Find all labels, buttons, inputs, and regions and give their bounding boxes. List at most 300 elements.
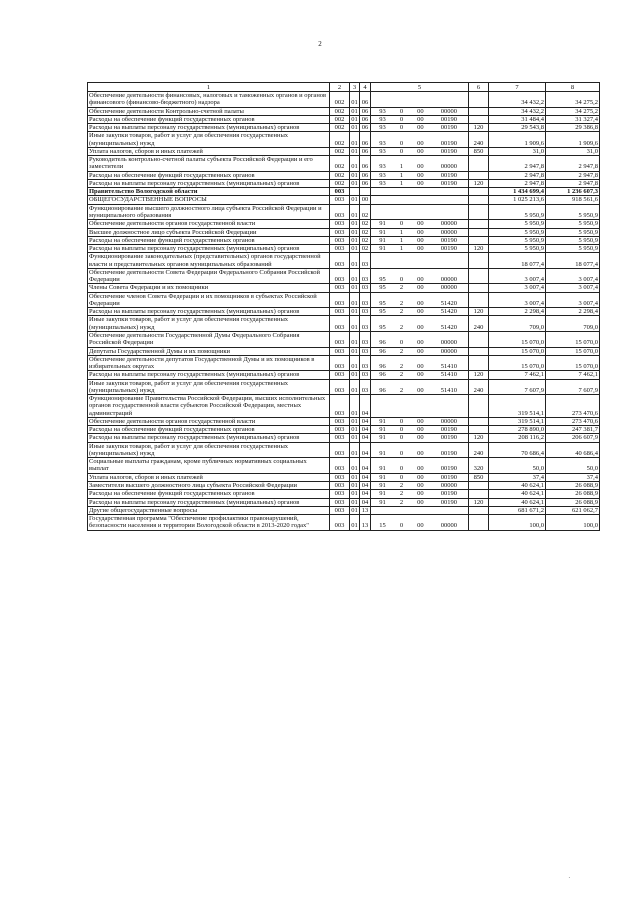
amount-col8: 15 070,0 [546,331,600,347]
target-article-part: 00190 [440,449,458,457]
ministry-code: 003 [330,220,350,228]
target-article-part: 00 [417,371,424,379]
subsection-code: 13 [360,515,371,531]
section-code: 01 [350,132,360,148]
header-cell: 8 [546,83,600,92]
table-row [88,268,600,284]
section-code: 01 [350,331,360,347]
amount-col7: 681 671,2 [489,506,546,514]
target-article-part: 2 [399,308,404,316]
row-name: Обеспечение деятельности органов государственной власти [88,417,330,425]
target-article-parts [372,140,467,147]
target-article-part: 00 [417,124,424,132]
row-name: Иные закупки товаров, работ и услуг для обеспечения государственных (муниципальных) нужд [88,442,330,458]
subsection-code: 03 [360,268,371,284]
target-article-part: 1 [399,236,404,244]
table-row [88,204,600,220]
section-code: 01 [350,379,360,395]
ministry-code: 003 [330,316,350,332]
amount-col8: 40 686,4 [546,442,600,458]
amount-col8: 621 062,7 [546,506,600,514]
row-name: Расходы на выплаты персоналу государственных (муниципальных) органов [88,371,330,379]
target-article-part: 91 [379,417,386,425]
target-article-part: 00190 [440,171,458,179]
amount-col8: 5 950,9 [546,236,600,244]
target-article-part: 00 [417,339,424,347]
target-article-parts [372,245,467,252]
target-article-part: 93 [379,107,386,115]
table-row [88,132,600,148]
row-name: Обеспечение деятельности финансовых, налоговых и таможенных органов и органов финансового (финансово-бюджетного) надзора [88,92,330,108]
subsection-code: 02 [360,245,371,253]
amount-col7: 18 077,4 [489,253,546,269]
target-article-part: 2 [399,482,404,490]
target-article-part: 0 [399,139,404,147]
target-article-part: 00190 [440,139,458,147]
target-article-part: 00 [417,163,424,171]
table-row [88,417,600,425]
amount-col8: 18 077,4 [546,253,600,269]
expense-type-code [469,107,489,115]
target-article-part: 00 [417,107,424,115]
amount-col8: 1 236 607,3 [546,188,600,196]
amount-col7: 319 514,1 [489,395,546,418]
target-article-code [371,498,469,506]
target-article-part: 0 [399,339,404,347]
amount-col8: 3 007,4 [546,292,600,308]
amount-col7: 40 624,1 [489,498,546,506]
target-article-part: 00 [417,171,424,179]
target-article-part: 00 [417,522,424,530]
amount-col8: 100,0 [546,515,600,531]
target-article-part: 96 [379,339,386,347]
ministry-code: 003 [330,292,350,308]
ministry-code: 003 [330,228,350,236]
target-article-part: 51410 [440,386,458,394]
amount-col8: 3 007,4 [546,268,600,284]
target-article-code [371,268,469,284]
ministry-code: 003 [330,515,350,531]
target-article-part: 91 [379,482,386,490]
expense-type-code: 120 [469,179,489,187]
target-article-part: 91 [379,465,386,473]
amount-col8: 50,0 [546,458,600,474]
target-article-code [371,188,469,196]
row-name: Расходы на выплаты персоналу государственных (муниципальных) органов [88,434,330,442]
ministry-code: 003 [330,434,350,442]
ministry-code: 002 [330,147,350,155]
expense-type-code [469,426,489,434]
subsection-code: 02 [360,236,371,244]
target-article-part: 00 [417,417,424,425]
table-row [88,355,600,371]
target-article-parts [372,276,467,283]
amount-col7: 5 950,9 [489,236,546,244]
amount-col8: 918 561,6 [546,196,600,204]
row-name: Иные закупки товаров, работ и услуг для обеспечения государственных (муниципальных) нужд [88,132,330,148]
target-article-code [371,228,469,236]
target-article-part: 00 [417,220,424,228]
ministry-code: 003 [330,482,350,490]
amount-col7: 3 007,4 [489,268,546,284]
target-article-part: 00 [417,284,424,292]
target-article-parts [372,371,467,378]
target-article-part: 0 [399,465,404,473]
amount-col8: 37,4 [546,473,600,481]
section-code: 01 [351,220,358,228]
amount-col7: 2 947,8 [489,179,546,187]
target-article-part: 91 [379,490,386,498]
target-article-part: 00000 [440,220,458,228]
table-row [88,92,600,108]
ministry-code: 003 [330,490,350,498]
target-article-part: 00 [417,299,424,307]
row-name: Функционирование высшего должностного лица субъекта Российской Федерации и муниципального образования [88,204,330,220]
target-article-part: 0 [399,147,404,155]
target-article-part: 91 [379,228,386,236]
table-row [88,371,600,379]
ministry-code: 003 [330,371,350,379]
amount-col8: 26 088,9 [546,482,600,490]
target-article-part: 2 [399,299,404,307]
subsection-code: 06 [360,179,371,187]
row-name: Заместители высшего должностного лица субъекта Российской Федерации [88,482,330,490]
amount-col8: 1 909,6 [546,132,600,148]
target-article-code [371,115,469,123]
amount-col7: 100,0 [489,515,546,531]
expense-type-code [469,395,489,418]
table-row [88,228,600,236]
subsection-code: 06 [360,171,371,179]
amount-col8: 273 470,6 [546,395,600,418]
target-article-part: 2 [399,284,404,292]
target-article-part: 00000 [440,228,458,236]
ministry-code: 003 [330,426,350,434]
target-article-part: 91 [379,434,386,442]
ministry-code: 003 [330,395,350,418]
target-article-code [371,156,469,172]
target-article-parts [372,450,467,457]
amount-col8: 206 607,9 [546,434,600,442]
target-article-code [371,179,469,187]
row-name: Иные закупки товаров, работ и услуг для обеспечения государственных (муниципальных) нужд [88,316,330,332]
target-article-code [371,379,469,395]
row-name: Высшее должностное лицо субъекта Российской Федерации [88,228,330,236]
amount-col7: 15 070,0 [489,331,546,347]
subsection-code: 02 [360,228,371,236]
target-article-part: 00000 [440,284,458,292]
section-code: 01 [350,355,360,371]
amount-col8: 34 275,2 [546,107,600,115]
amount-col7: 29 543,8 [489,124,546,132]
target-article-part: 0 [399,220,404,228]
target-article-parts [372,108,467,115]
table-row [88,426,600,434]
target-article-parts [372,426,467,433]
row-name: Расходы на выплаты персоналу государственных (муниципальных) органов [88,179,330,187]
target-article-code [371,458,469,474]
ministry-code: 002 [330,92,350,108]
target-article-code [371,434,469,442]
target-article-part: 91 [379,449,386,457]
section-code: 01 [351,371,358,379]
amount-col7: 2 947,8 [489,156,546,172]
target-article-part: 2 [399,371,404,379]
amount-col7: 15 070,0 [489,355,546,371]
table-row [88,379,600,395]
target-article-part: 00190 [440,426,458,434]
amount-col7: 15 070,0 [489,347,546,355]
subsection-code: 02 [360,204,371,220]
section-code: 01 [350,156,360,172]
target-article-parts [372,324,467,331]
expense-type-code [469,196,489,204]
target-article-part: 2 [399,498,404,506]
target-article-code [371,220,469,228]
ministry-code: 003 [330,379,350,395]
amount-col8: 5 950,9 [546,220,600,228]
target-article-code [371,292,469,308]
target-article-part: 00 [417,115,424,123]
section-code: 01 [351,426,358,434]
amount-col8: 7 607,9 [546,379,600,395]
target-article-part: 00 [417,490,424,498]
expense-type-code [469,490,489,498]
target-article-parts [372,284,467,291]
target-article-part: 96 [379,371,386,379]
amount-col7: 34 432,2 [489,107,546,115]
subsection-code: 03 [360,347,371,355]
amount-col8: 26 088,9 [546,490,600,498]
amount-col7: 278 890,0 [489,426,546,434]
subsection-code: 04 [360,498,371,506]
table-row [88,490,600,498]
target-article-code [371,132,469,148]
target-article-part: 00000 [440,276,458,284]
amount-col7: 5 950,9 [489,245,546,253]
target-article-part: 0 [399,522,404,530]
expense-type-code [469,331,489,347]
expense-type-code: 240 [469,379,489,395]
target-article-code [371,347,469,355]
target-article-part: 51420 [440,308,458,316]
table-row [88,124,600,132]
amount-col7: 3 007,4 [489,292,546,308]
amount-col7: 319 514,1 [489,417,546,425]
amount-col7: 7 462,1 [489,371,546,379]
row-name: Уплата налогов, сборов и иных платежей [88,473,330,481]
amount-col7: 208 116,2 [489,434,546,442]
target-article-parts [372,163,467,170]
row-name: Расходы на обеспечение функций государственных органов [88,236,330,244]
expense-type-code [469,220,489,228]
subsection-code: 06 [360,147,371,155]
target-article-parts [372,300,467,307]
amount-col8: 7 462,1 [546,371,600,379]
target-article-part: 1 [399,245,404,253]
target-article-part: 93 [379,115,386,123]
header-cell: 2 [330,83,350,92]
target-article-part: 91 [379,498,386,506]
section-code: 01 [351,236,358,244]
expense-type-code [469,515,489,531]
corner-mark: . [568,874,570,880]
subsection-code: 04 [360,426,371,434]
row-name: Обеспечение деятельности Совета Федерации Федерального Собрания Российской Федерации [88,268,330,284]
header-cell: 3 [350,83,360,92]
row-name: Члены Совета Федерации и их помощники [88,284,330,292]
target-article-part: 00000 [440,163,458,171]
target-article-part: 95 [379,323,386,331]
amount-col7: 5 950,9 [489,220,546,228]
target-article-part: 0 [399,417,404,425]
amount-col8: 29 386,8 [546,124,600,132]
subsection-code: 04 [360,482,371,490]
amount-col8: 31,0 [546,147,600,155]
target-article-part: 00 [417,347,424,355]
row-name: Иные закупки товаров, работ и услуг для обеспечения государственных (муниципальных) нужд [88,379,330,395]
subsection-code: 13 [360,506,371,514]
ministry-code: 002 [330,179,350,187]
amount-col7: 40 624,1 [489,490,546,498]
target-article-code [371,284,469,292]
table-row [88,196,600,204]
table-row [88,347,600,355]
row-name: Функционирование Правительства Российской Федерации, высших исполнительных органов государственной власти субъектов Российской Федерации, местных администраций [88,395,330,418]
target-article-code [371,417,469,425]
expense-type-code [469,156,489,172]
target-article-part: 00 [417,276,424,284]
amount-col8: 2 947,8 [546,156,600,172]
target-article-code [371,395,469,418]
target-article-part: 00190 [440,434,458,442]
subsection-code: 06 [360,156,371,172]
subsection-code: 03 [360,253,371,269]
expense-type-code: 240 [469,316,489,332]
table-body [88,92,600,531]
subsection-code: 06 [360,115,371,123]
target-article-part: 00000 [440,347,458,355]
amount-col8: 2 298,4 [546,308,600,316]
target-article-part: 2 [399,363,404,371]
section-code: 01 [350,204,360,220]
target-article-part: 15 [379,522,386,530]
target-article-part: 93 [379,124,386,132]
section-code: 01 [350,395,360,418]
target-article-parts [372,522,467,529]
table-row [88,284,600,292]
target-article-part: 0 [399,107,404,115]
section-code: 01 [351,308,358,316]
target-article-part: 2 [399,490,404,498]
amount-col7: 3 007,4 [489,284,546,292]
target-article-code [371,473,469,481]
table-row [88,179,600,187]
target-article-part: 1 [399,179,404,187]
expense-type-code [469,188,489,196]
target-article-code [371,482,469,490]
expense-type-code [469,115,489,123]
target-article-part: 00 [417,426,424,434]
amount-col8: 709,0 [546,316,600,332]
expense-type-code [469,204,489,220]
target-article-part: 93 [379,171,386,179]
target-article-part: 51410 [440,363,458,371]
table-row [88,171,600,179]
header-cell: 1 [88,83,330,92]
ministry-code: 002 [330,171,350,179]
target-article-code [371,204,469,220]
ministry-code: 002 [330,115,350,123]
section-code: 01 [351,284,358,292]
row-name: Расходы на обеспечение функций государственных органов [88,115,330,123]
target-article-parts [372,490,467,497]
table-row [88,220,600,228]
subsection-code: 04 [360,395,371,418]
amount-col7: 1 434 699,4 [489,188,546,196]
target-article-code [371,147,469,155]
ministry-code: 002 [330,156,350,172]
section-code: 01 [351,482,358,490]
table-row [88,292,600,308]
target-article-code [371,171,469,179]
target-article-part: 00000 [440,522,458,530]
target-article-part: 93 [379,163,386,171]
target-article-parts [372,474,467,481]
target-article-part: 00 [417,473,424,481]
amount-col7: 2 298,4 [489,308,546,316]
target-article-part: 00 [417,482,424,490]
target-article-part: 91 [379,236,386,244]
section-code: 01 [351,490,358,498]
target-article-part: 2 [399,347,404,355]
table-row [88,515,600,531]
header-cell: 6 [469,83,489,92]
section-code: 01 [351,245,358,253]
target-article-part: 00190 [440,473,458,481]
ministry-code: 003 [330,442,350,458]
row-name: Руководитель контрольно-счетной палаты субъекта Российской Федерации и его заместители [88,156,330,172]
ministry-code: 003 [330,284,350,292]
subsection-code: 03 [360,284,371,292]
section-code: 01 [351,147,358,155]
target-article-part: 00 [417,434,424,442]
subsection-code: 04 [360,434,371,442]
target-article-part: 00 [417,236,424,244]
amount-col8: 34 275,2 [546,92,600,108]
header-cell: 7 [489,83,546,92]
ministry-code: 003 [330,473,350,481]
expense-type-code: 120 [469,245,489,253]
expense-type-code: 850 [469,473,489,481]
ministry-code: 003 [330,355,350,371]
subsection-code: 00 [360,196,371,204]
table-row [88,331,600,347]
table-row [88,308,600,316]
section-code: 01 [351,115,358,123]
amount-col8: 247 381,7 [546,426,600,434]
row-name: Расходы на выплаты персоналу государственных (муниципальных) органов [88,308,330,316]
amount-col7: 70 686,4 [489,442,546,458]
amount-col8: 26 088,9 [546,498,600,506]
amount-col8: 273 470,6 [546,417,600,425]
target-article-part: 96 [379,363,386,371]
ministry-code: 003 [330,268,350,284]
ministry-code: 003 [330,188,350,196]
subsection-code: 06 [360,107,371,115]
target-article-part: 95 [379,276,386,284]
target-article-part: 00 [417,308,424,316]
